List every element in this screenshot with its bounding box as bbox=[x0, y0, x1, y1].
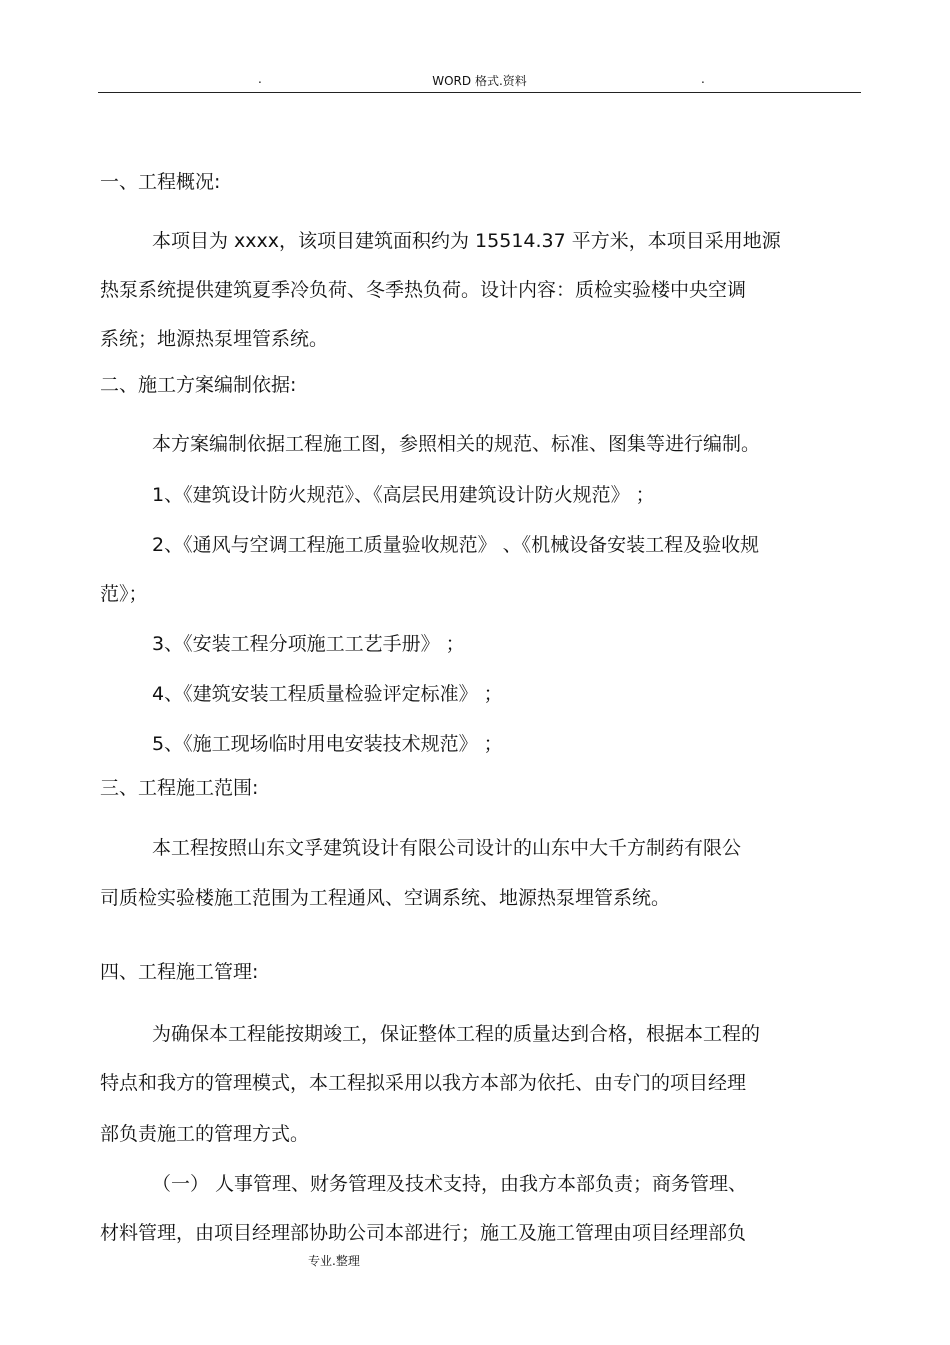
page-footer: 专业.整理 bbox=[308, 1254, 360, 1268]
paragraph-line: 司质检实验楼施工范围为工程通风、空调系统、地源热泵埋管系统。 bbox=[100, 887, 671, 909]
list-item: 4、《建筑安装工程质量检验评定标准》 ； bbox=[152, 683, 503, 705]
list-item: 3、《安装工程分项施工工艺手册》 ； bbox=[152, 633, 465, 655]
paragraph-line: 部负责施工的管理方式。 bbox=[100, 1123, 310, 1145]
section-heading-management: 四、工程施工管理: bbox=[100, 961, 259, 983]
paragraph-line: 材料管理，由项目经理部协助公司本部进行；施工及施工管理由项目经理部负 bbox=[100, 1222, 747, 1244]
section-heading-basis: 二、施工方案编制依据: bbox=[100, 374, 297, 396]
paragraph-line: 系统；地源热泵埋管系统。 bbox=[100, 328, 329, 350]
header-dot-right: . bbox=[701, 72, 705, 86]
paragraph-line: 本方案编制依据工程施工图，参照相关的规范、标准、图集等进行编制。 bbox=[152, 433, 761, 455]
paragraph-line: 本项目为 xxxx，该项目建筑面积约为 15514.37 平方米，本项目采用地源 bbox=[152, 230, 781, 252]
header-dot-left: . bbox=[258, 72, 262, 86]
section-heading-scope: 三、工程施工范围: bbox=[100, 777, 259, 799]
list-item: 1、《建筑设计防火规范》、《高层民用建筑设计防火规范》 ； bbox=[152, 484, 655, 506]
paragraph-line: 特点和我方的管理模式，本工程拟采用以我方本部为依托、由专门的项目经理 bbox=[100, 1072, 747, 1094]
list-item: 5、《施工现场临时用电安装技术规范》 ； bbox=[152, 733, 503, 755]
list-item-continuation: 范》； bbox=[100, 583, 148, 605]
list-item: 2、《通风与空调工程施工质量验收规范》 、《机械设备安装工程及验收规 bbox=[152, 534, 760, 556]
page-header bbox=[98, 70, 861, 93]
paragraph-line: 热泵系统提供建筑夏季冷负荷、冬季热负荷。设计内容：质检实验楼中央空调 bbox=[100, 279, 747, 301]
paragraph-line: （一） 人事管理、财务管理及技术支持，由我方本部负责；商务管理、 bbox=[152, 1173, 748, 1195]
header-title: WORD 格式.资料 bbox=[432, 74, 527, 88]
section-heading-overview: 一、工程概况: bbox=[100, 171, 221, 193]
paragraph-line: 本工程按照山东文孚建筑设计有限公司设计的山东中大千方制药有限公 bbox=[152, 837, 742, 859]
paragraph-line: 为确保本工程能按期竣工，保证整体工程的质量达到合格，根据本工程的 bbox=[152, 1023, 761, 1045]
